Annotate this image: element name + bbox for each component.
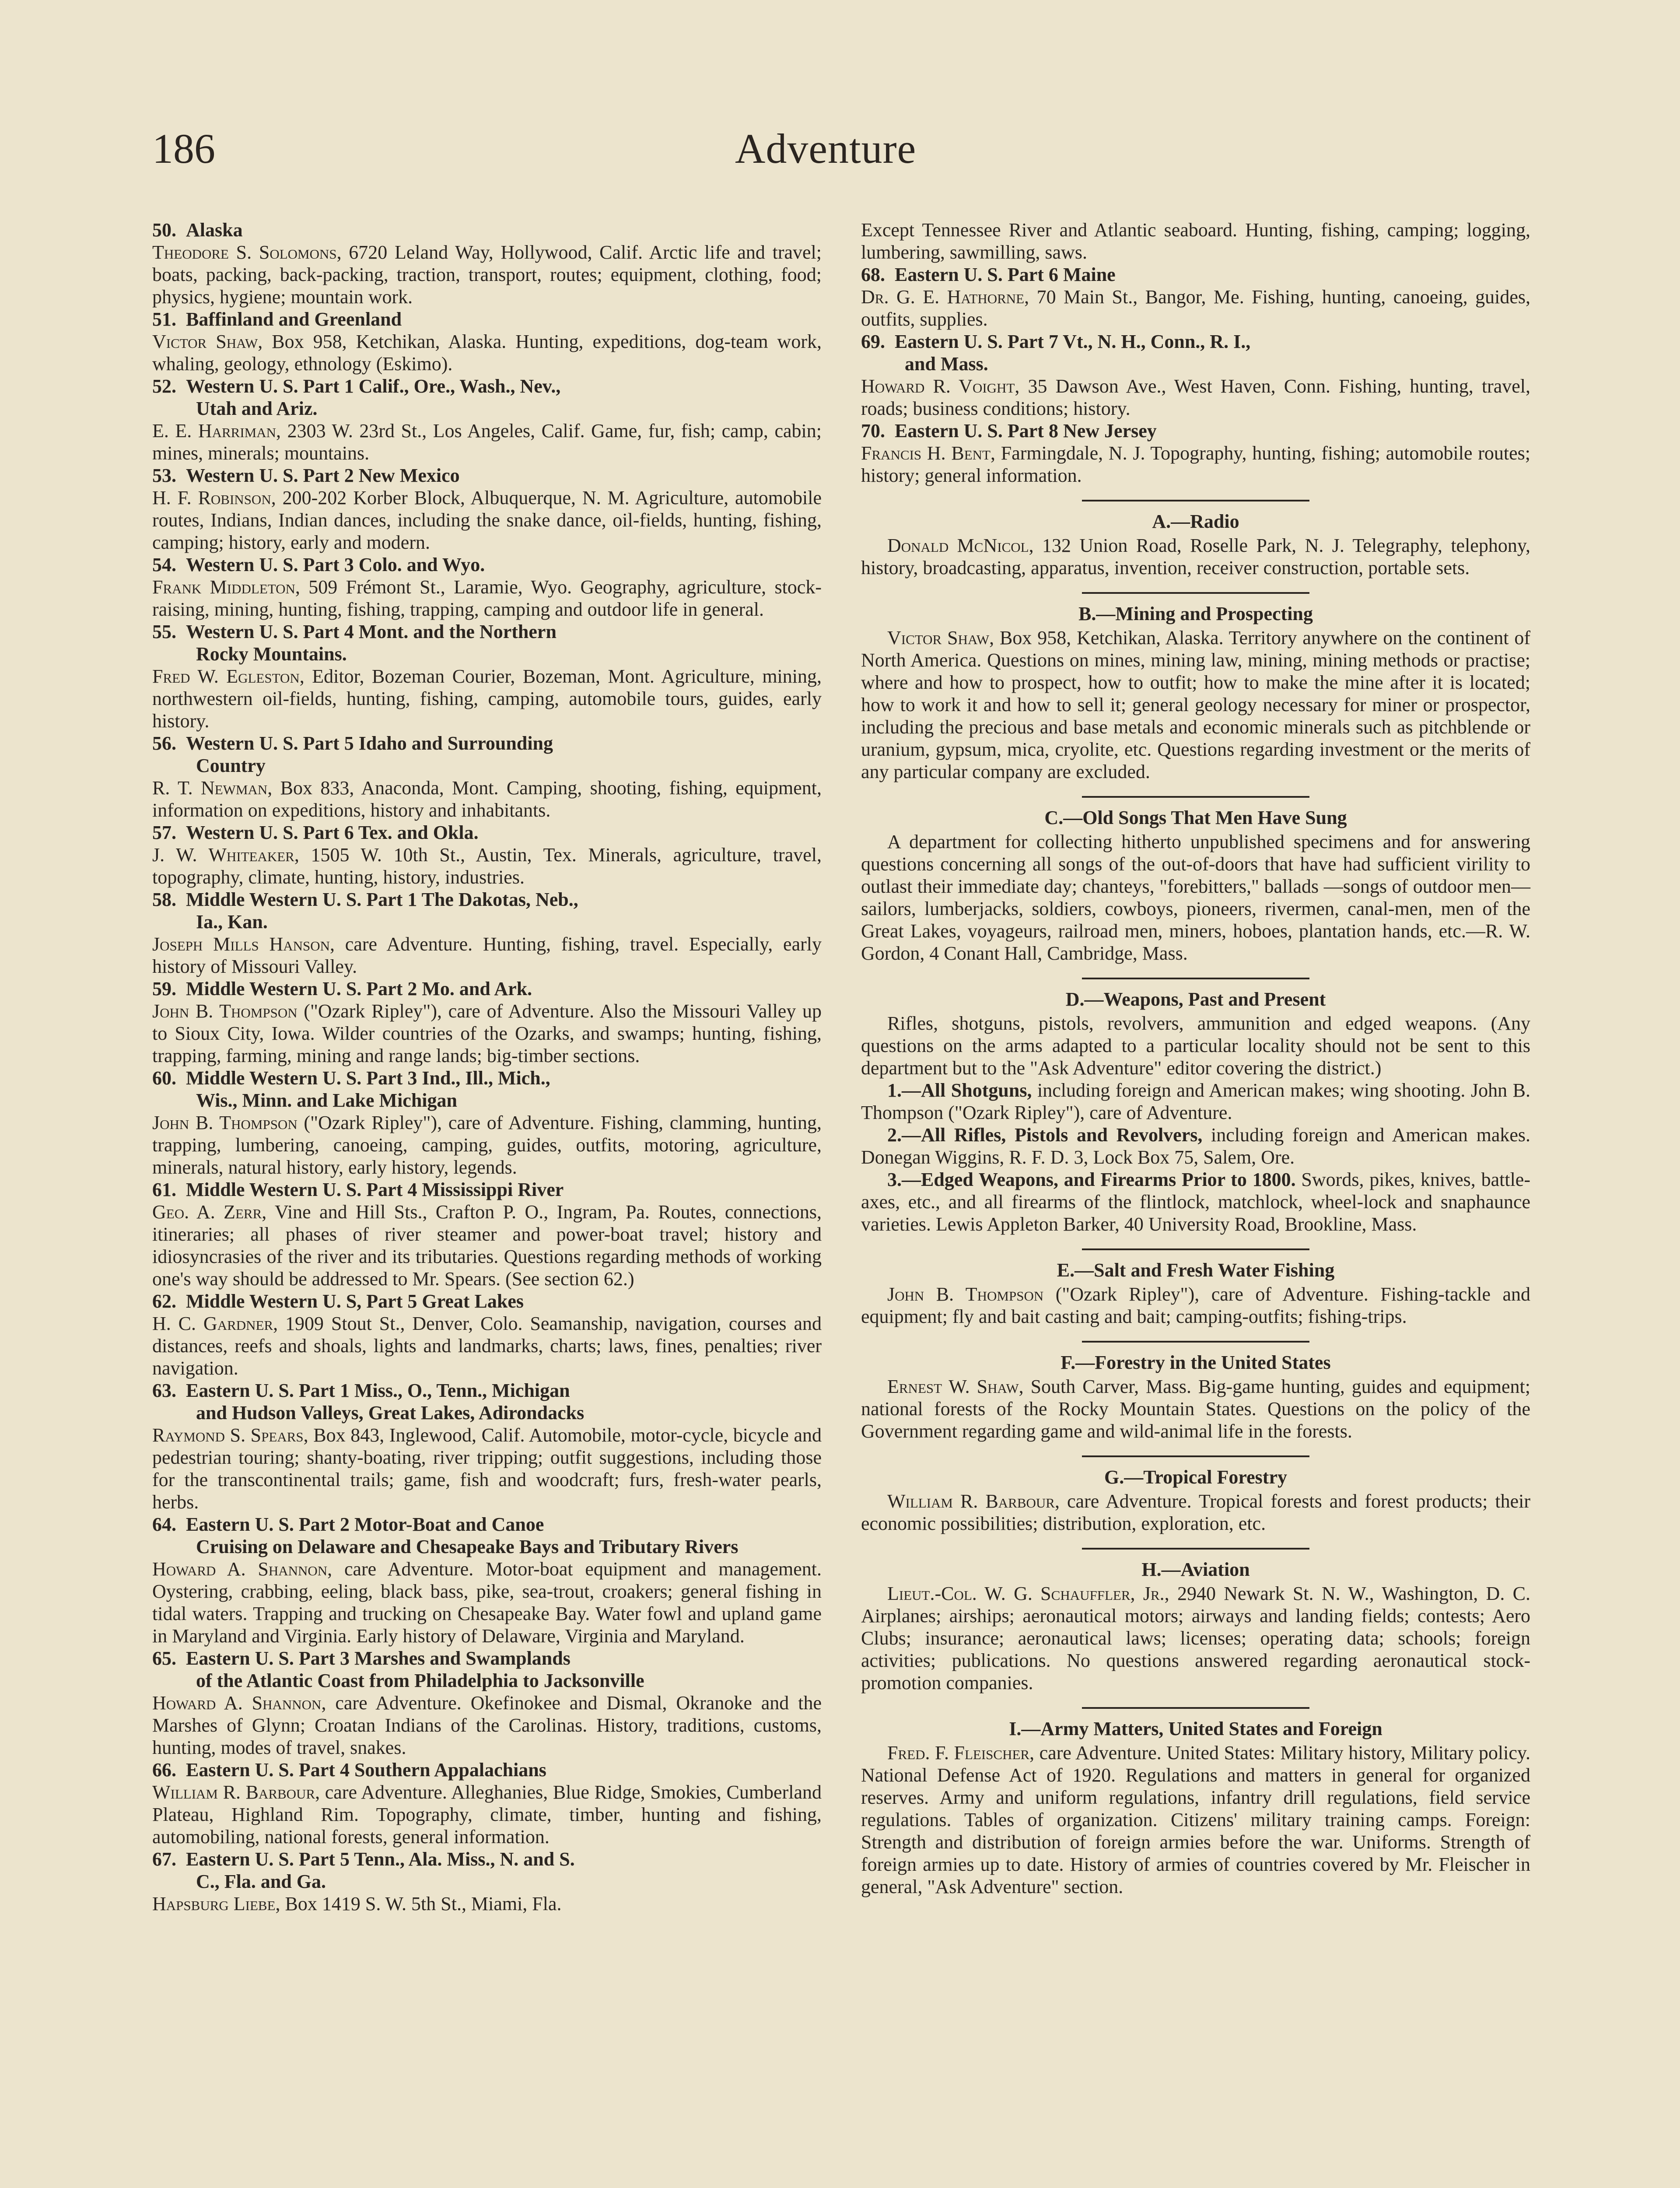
entry-title: Western U. S. Part 2 New Mexico [186,465,460,486]
section-body [861,1490,1530,1535]
entry-title-continued: Country [196,755,266,776]
entry-body [861,375,1530,420]
region-entry [152,1290,822,1379]
expert-name: Victor Shaw [152,331,258,352]
section [861,1259,1530,1328]
region-entry [152,1513,822,1647]
region-entry [152,554,822,621]
entry-number: 57. [152,822,176,843]
entry-title: Western U. S. Part 3 Colo. and Wyo. [186,554,485,575]
section-text: , South Carver, Mass. Big-game hunting, guides and equipment; national forests of the Rocky Mountain States. Questions on the policy of the Government regarding game and wild-animal life in the forests. [861,1376,1530,1442]
region-entry [152,1647,822,1759]
entry-body [152,1893,822,1915]
section-body [861,1283,1530,1328]
entry-number: 62. [152,1290,176,1312]
entry-text: , Box 833, Anaconda, Mont. Camping, shooting, fishing, equipment, information on expeditions, history and inhabitants. [152,777,822,821]
entry-body [152,1000,822,1067]
section-text: , Box 958, Ketchikan, Alaska. Territory anywhere on the continent of North America. Questions on mines, mining law, mining, mining methods or practise; where and how to prospect, how to outfit; how to make the mine after it is located; how to work it and how to sell it; general geology necessary for miner or prospector, including the precious and base metals and economic minerals such as pitchblende or uranium, gypsum, mica, cryolite, etc. Questions regarding investment or the merits of any particular company are excluded. [861,627,1530,782]
entry-number: 58. [152,889,176,910]
entry-title: Western U. S. Part 5 Idaho and Surrounding [186,733,553,754]
expert-name: Francis H. Bent [861,442,990,464]
entry-body [152,933,822,978]
expert-name: Frank Middleton [152,576,295,598]
entry-title-continued: Rocky Mountains. [196,643,347,665]
entry-heading [152,219,822,241]
expert-name: Theodore S. Solomons [152,242,337,263]
section-title: B.—Mining and Prospecting [1078,603,1313,624]
entry-title: Middle Western U. S, Part 5 Great Lakes [186,1290,524,1312]
region-entry [152,888,822,978]
entry-heading [152,1290,822,1312]
entry-title: Eastern U. S. Part 6 Maine [895,264,1116,285]
entry-body [152,844,822,888]
expert-name: William R. Barbour [887,1490,1055,1512]
expert-name: John B. Thompson [887,1283,1044,1305]
section [861,806,1530,964]
expert-name: Joseph Mills Hanson [152,933,330,955]
subsection-text: Swords, pikes, knives, battle-axes, etc., and all firearms of the flintlock, matchlock, wheel-lock and snaphaunce varieties. Lewis Appleton Barker, 40 University Road, Brookline, Mass. [861,1169,1530,1235]
entry-title-continued: Cruising on Delaware and Chesapeake Bays and Tributary Rivers [196,1536,738,1557]
entry-title-continued: of the Atlantic Coast from Philadelphia to Jacksonville [196,1670,644,1691]
section-title: G.—Tropical Forestry [1104,1466,1287,1488]
entry-text: , 200-202 Korber Block, Albuquerque, N. M. Agriculture, automobile routes, Indians, Indian dances, including the snake dance, oil-fields, hunting, fishing, camping; history, early and modern. [152,487,822,553]
expert-name: Geo. A. Zerr [152,1201,262,1223]
subsection-heading: 1.—All Shotguns, [887,1080,1032,1101]
entry-number: 50. [152,219,176,241]
section-body [861,534,1530,579]
entry-heading [152,732,822,754]
region-entry [152,219,822,308]
entry-heading [152,375,822,397]
section [861,1558,1530,1694]
expert-name: Dr. G. E. Hathorne [861,286,1025,308]
entry-number: 59. [152,978,176,999]
section-rule [1082,796,1309,798]
entry-heading [152,1178,822,1201]
region-entry [152,464,822,554]
entry-body [152,665,822,732]
entry-title: Eastern U. S. Part 4 Southern Appalachians [186,1759,546,1781]
section-body [861,1012,1530,1079]
entry-body [152,1112,822,1178]
section-text: ("Ozark Ripley"), care of Adventure. Fishing-tackle and equipment; fly and bait casting and bait; camping-outfits; fishing-trips. [861,1283,1530,1327]
entry-number: 69. [861,331,885,352]
entry-title: Eastern U. S. Part 2 Motor-Boat and Canoe [186,1514,544,1535]
entry-number: 60. [152,1067,176,1089]
entry-number: 65. [152,1648,176,1669]
entry-heading [152,1759,822,1781]
entry-body [152,241,822,308]
entry-body [152,1201,822,1290]
section-title: A.—Radio [1152,511,1239,532]
entry-text: , Box 843, Inglewood, Calif. Automobile, motor-cycle, bicycle and pedestrian touring; shanty-boating, river tripping; outfit suggestions, including those for the transcontinental trails; game, fish and woodcraft; furs, fresh-water pearls, herbs. [152,1424,822,1513]
entry-heading [152,1647,822,1669]
section-title: C.—Old Songs That Men Have Sung [1044,807,1347,828]
entry-title-continued: Ia., Kan. [196,911,268,933]
section-rule [1082,1248,1309,1250]
entry-title: Middle Western U. S. Part 2 Mo. and Ark. [186,978,532,999]
entry-text: , Vine and Hill Sts., Crafton P. O., Ingram, Pa. Routes, connections, itineraries; all phases of river steamer and power-boat travel; history and idiosyncrasies of the river and its tributaries. Questions regarding methods of working one's way should be addressed to Mr. Spears. (See section 62.) [152,1201,822,1290]
section-body [861,1375,1530,1442]
page-number: 186 [152,125,215,172]
entry-text: , care Adventure. Hunting, fishing, travel. Especially, early history of Missouri Valley. [152,933,822,977]
section-rule [1082,1341,1309,1343]
section-rule [1082,1707,1309,1709]
expert-name: Raymond S. Spears [152,1424,304,1446]
entry-number: 51. [152,309,176,330]
region-entry [152,978,822,1067]
entry-title-continued: Wis., Minn. and Lake Michigan [196,1090,457,1111]
entry-title: Western U. S. Part 4 Mont. and the Northern [186,621,556,642]
region-entry [152,308,822,375]
expert-name: Fred W. Egleston [152,666,300,687]
entry-title-continued: C., Fla. and Ga. [196,1871,326,1892]
section-text: Rifles, shotguns, pistols, revolvers, ammunition and edged weapons. (Any questions on the arms adapted to a particular locality should not be sent to this department but to the "Ask Adventure" editor covering the district.) [861,1013,1530,1079]
section-rule [1082,1548,1309,1550]
entry-body [152,1558,822,1647]
entry-title: Eastern U. S. Part 1 Miss., O., Tenn., Michigan [186,1380,570,1401]
subsection [861,1168,1530,1235]
expert-name: Howard A. Shannon [152,1558,328,1580]
section-body [861,1742,1530,1898]
entry-title: Western U. S. Part 1 Calif., Ore., Wash., Nev., [186,375,561,397]
expert-name: John B. Thompson [152,1000,298,1022]
running-head: Adventure [735,125,917,172]
entry-body [152,1312,822,1379]
section-rule [1082,1455,1309,1457]
entry-title: Eastern U. S. Part 7 Vt., N. H., Conn., R. I., [895,331,1251,352]
entry-number: 70. [861,420,885,442]
entry-body [152,330,822,375]
entry-title: Eastern U. S. Part 8 New Jersey [895,420,1157,442]
expert-name: Lieut.-Col. W. G. Schauffler, Jr. [887,1583,1165,1604]
entry-heading [861,420,1530,442]
region-entry [152,1178,822,1290]
entry-heading [152,978,822,1000]
section-rule [1082,592,1309,594]
entry-body [152,576,822,621]
region-entry [152,821,822,888]
section-text: , care Adventure. Tropical forests and forest products; their economic possibilities; distribution, exploration, etc. [861,1490,1530,1534]
expert-name: Ernest W. Shaw [887,1376,1019,1397]
expert-name: J. W. Whiteaker [152,844,294,866]
region-entry [152,1848,822,1915]
section-rule [1082,978,1309,979]
entry-number: 67. [152,1848,176,1870]
region-entry [861,219,1530,263]
section [861,603,1530,783]
entry-body [861,286,1530,330]
expert-name: H. C. Gardner [152,1313,273,1334]
entry-text: , care Adventure. Okefinokee and Dismal, Okranoke and the Marshes of Glynn; Croatan Indians of the Carolinas. History, traditions, customs, hunting, modes of travel, snakes. [152,1692,822,1758]
entry-number: 64. [152,1514,176,1535]
entry-title: Middle Western U. S. Part 1 The Dakotas, Neb., [186,889,578,910]
section-title: E.—Salt and Fresh Water Fishing [1057,1259,1335,1281]
entry-title: Middle Western U. S. Part 3 Ind., Ill., Mich., [186,1067,550,1089]
subsection-text: including foreign and American makes. Donegan Wiggins, R. F. D. 3, Lock Box 75, Salem, Ore. [861,1124,1530,1168]
entry-body [152,420,822,464]
entry-heading [152,464,822,487]
entry-body [152,1692,822,1759]
section [861,988,1530,1235]
entry-text: Except Tennessee River and Atlantic seaboard. Hunting, fishing, camping; logging, lumbering, sawmilling, saws. [861,219,1530,263]
region-entry [152,1759,822,1848]
section-text: , 132 Union Road, Roselle Park, N. J. Telegraphy, telephony, history, broadcasting, apparatus, invention, receiver construction, portable sets. [861,535,1530,579]
section-title: F.—Forestry in the United States [1060,1352,1331,1373]
expert-name: R. T. Newman [152,777,268,799]
section-title: H.—Aviation [1141,1559,1250,1580]
section [861,510,1530,579]
section [861,1466,1530,1535]
entry-number: 53. [152,465,176,486]
entry-number: 61. [152,1179,176,1200]
entry-text: , 2303 W. 23rd St., Los Angeles, Calif. Game, fur, fish; camp, cabin; mines, minerals; mountains. [152,420,822,464]
entry-body [861,442,1530,487]
entry-text: , 509 Frémont St., Laramie, Wyo. Geography, agriculture, stock-raising, mining, hunting, fishing, trapping, camping and outdoor life in general. [152,576,822,620]
entry-body [861,219,1530,263]
expert-name: Howard R. Voight [861,375,1015,397]
entry-heading [152,621,822,643]
section [861,1351,1530,1442]
expert-name: Howard A. Shannon [152,1692,322,1714]
right-column [861,219,1530,1898]
entry-body [152,1424,822,1513]
entry-title: Eastern U. S. Part 3 Marshes and Swamplands [186,1648,570,1669]
entry-title: Baffinland and Greenland [186,309,402,330]
entry-heading [152,554,822,576]
entry-title: Alaska [186,219,243,241]
entry-number: 54. [152,554,176,575]
left-column [152,219,822,1915]
expert-name: Donald McNicol [887,535,1029,556]
entry-text: , Editor, Bozeman Courier, Bozeman, Mont. Agriculture, mining, northwestern oil-fields, hunting, fishing, camping, automobile tours, guides, early history. [152,666,822,732]
region-entry [861,420,1530,487]
entry-heading [152,821,822,844]
subsection [861,1079,1530,1124]
region-entry [152,375,822,464]
entry-text: ("Ozark Ripley"), care of Adventure. Also the Missouri Valley up to Sioux City, Iowa. Wilder countries of the Ozarks, and swamps; hunting, fishing, trapping, farming, mining and range lands; big-timber sections. [152,1000,822,1066]
entry-title: Western U. S. Part 6 Tex. and Okla. [186,822,479,843]
entry-heading [861,330,1530,353]
section-text: A department for collecting hitherto unpublished specimens and for answering questions concerning all songs of the out-of-doors that have had sufficient virility to outlast their immediate day; chanteys, "forebitters," ballads —songs of outdoor men—sailors, lumberjacks, soldiers, cowboys, pioneers, rivermen, canal-men, men of the Great Lakes, voyageurs, railroad men, miners, hoboes, plantation hands, etc.—R. W. Gordon, 4 Conant Hall, Cambridge, Mass. [861,831,1530,964]
entry-text: , 70 Main St., Bangor, Me. Fishing, hunting, canoeing, guides, outfits, supplies. [861,286,1530,330]
entry-heading [861,263,1530,286]
expert-name: John B. Thompson [152,1112,298,1133]
entry-heading [152,888,822,911]
entry-heading [152,1379,822,1402]
entry-heading [152,308,822,330]
entry-title: Middle Western U. S. Part 4 Mississippi River [186,1179,564,1200]
entry-heading [152,1848,822,1870]
expert-name: Hapsburg Liebe [152,1893,276,1914]
entry-number: 55. [152,621,176,642]
expert-name: William R. Barbour [152,1781,315,1803]
entry-text: , care Adventure. Motor-boat equipment and management. Oystering, crabbing, eeling, black bass, pike, sea-trout, croakers; general fishing in tidal waters. Trapping and trucking on Chesapeake Bay. Water fowl and upland game in Maryland and Virginia. Early history of Delaware, Virginia and Maryland. [152,1558,822,1647]
expert-name: Fred. F. Fleischer [887,1742,1030,1764]
entry-body [152,1781,822,1848]
right-column-regions [861,219,1530,487]
entry-title: Eastern U. S. Part 5 Tenn., Ala. Miss., N. and S. [186,1848,575,1870]
entry-text: ("Ozark Ripley"), care of Adventure. Fishing, clamming, hunting, trapping, lumbering, canoeing, camping, guides, outfits, motoring, agriculture, minerals, natural history, early history, legends. [152,1112,822,1178]
section-title: I.—Army Matters, United States and Foreign [1009,1718,1382,1739]
subsection-heading: 3.—Edged Weapons, and Firearms Prior to 1800. [887,1169,1296,1190]
section-title: D.—Weapons, Past and Present [1065,989,1326,1010]
entry-text: , care Adventure. Alleghanies, Blue Ridge, Smokies, Cumberland Plateau, Highland Rim. Topography, climate, timber, hunting and fishing, automobiling, national forests, general information. [152,1781,822,1848]
region-entry [861,330,1530,420]
entry-number: 63. [152,1380,176,1401]
entry-text: , Box 958, Ketchikan, Alaska. Hunting, expeditions, dog-team work, whaling, geology, ethnology (Eskimo). [152,331,822,375]
entry-text: , 6720 Leland Way, Hollywood, Calif. Arctic life and travel; boats, packing, back-packing, traction, transport, routes; equipment, clothing, food; physics, hygiene; mountain work. [152,242,822,308]
entry-text: , Box 1419 S. W. 5th St., Miami, Fla. [275,1893,562,1914]
region-entry [152,621,822,732]
entry-title-continued: Utah and Ariz. [196,398,318,419]
expert-name: Victor Shaw [887,627,990,649]
entry-number: 52. [152,375,176,397]
entry-text: , 1909 Stout St., Denver, Colo. Seamanship, navigation, courses and distances, reefs and shoals, lights and landmarks, charts; laws, fines, penalties; river navigation. [152,1313,822,1379]
entry-heading [152,1513,822,1536]
expert-name: H. F. Robinson [152,487,271,508]
region-entry [152,1379,822,1513]
section-body [861,831,1530,964]
region-entry [861,263,1530,330]
subsection-heading: 2.—All Rifles, Pistols and Revolvers, [887,1124,1203,1146]
entry-number: 68. [861,264,885,285]
section-body [861,627,1530,783]
entry-body [152,777,822,821]
section-text: , care Adventure. United States: Military history, Military policy. National Defense Act of 1920. Regulations and matters in general for organized reserves. Army and uniform regulations, infantry drill regulations, field service regulations. Tables of organization. Citizens' military training camps. Foreign: Strength and distribution of foreign armies before the war. Uniforms. Strength of foreign armies up to date. History of armies of countries covered by Mr. Fleischer in general, "Ask Adventure" section. [861,1742,1530,1897]
entry-text: , 1505 W. 10th St., Austin, Tex. Minerals, agriculture, travel, topography, climate, hunting, history, industries. [152,844,822,888]
section-text: , 2940 Newark St. N. W., Washington, D. C. Airplanes; airships; aeronautical motors; airways and landing fields; contests; Aero Clubs; insurance; aeronautical laws; licenses; operating data; schools; foreign activities; publications. No questions answered regarding aeronautical stock-promotion companies. [861,1583,1530,1694]
section-rule [1082,500,1309,501]
expert-name: E. E. Harriman [152,420,276,442]
subsection [861,1124,1530,1168]
entry-text: , Farmingdale, N. J. Topography, hunting, fishing; automobile routes; history; general information. [861,442,1531,486]
section-body [861,1582,1530,1694]
entry-title-continued: and Mass. [905,353,988,375]
entry-text: , 35 Dawson Ave., West Haven, Conn. Fishing, hunting, travel, roads; business conditions; history. [861,375,1530,419]
subsection-text: including foreign and American makes; wing shooting. John B. Thompson ("Ozark Ripley"), care of Adventure. [861,1080,1530,1123]
entry-body [152,487,822,554]
entry-heading [152,1067,822,1089]
right-column-sections [861,500,1530,1898]
region-entry [152,1067,822,1178]
section [861,1718,1530,1898]
entry-title-continued: and Hudson Valleys, Great Lakes, Adirondacks [196,1402,584,1424]
region-entry [152,732,822,821]
entry-number: 66. [152,1759,176,1781]
entry-number: 56. [152,733,176,754]
